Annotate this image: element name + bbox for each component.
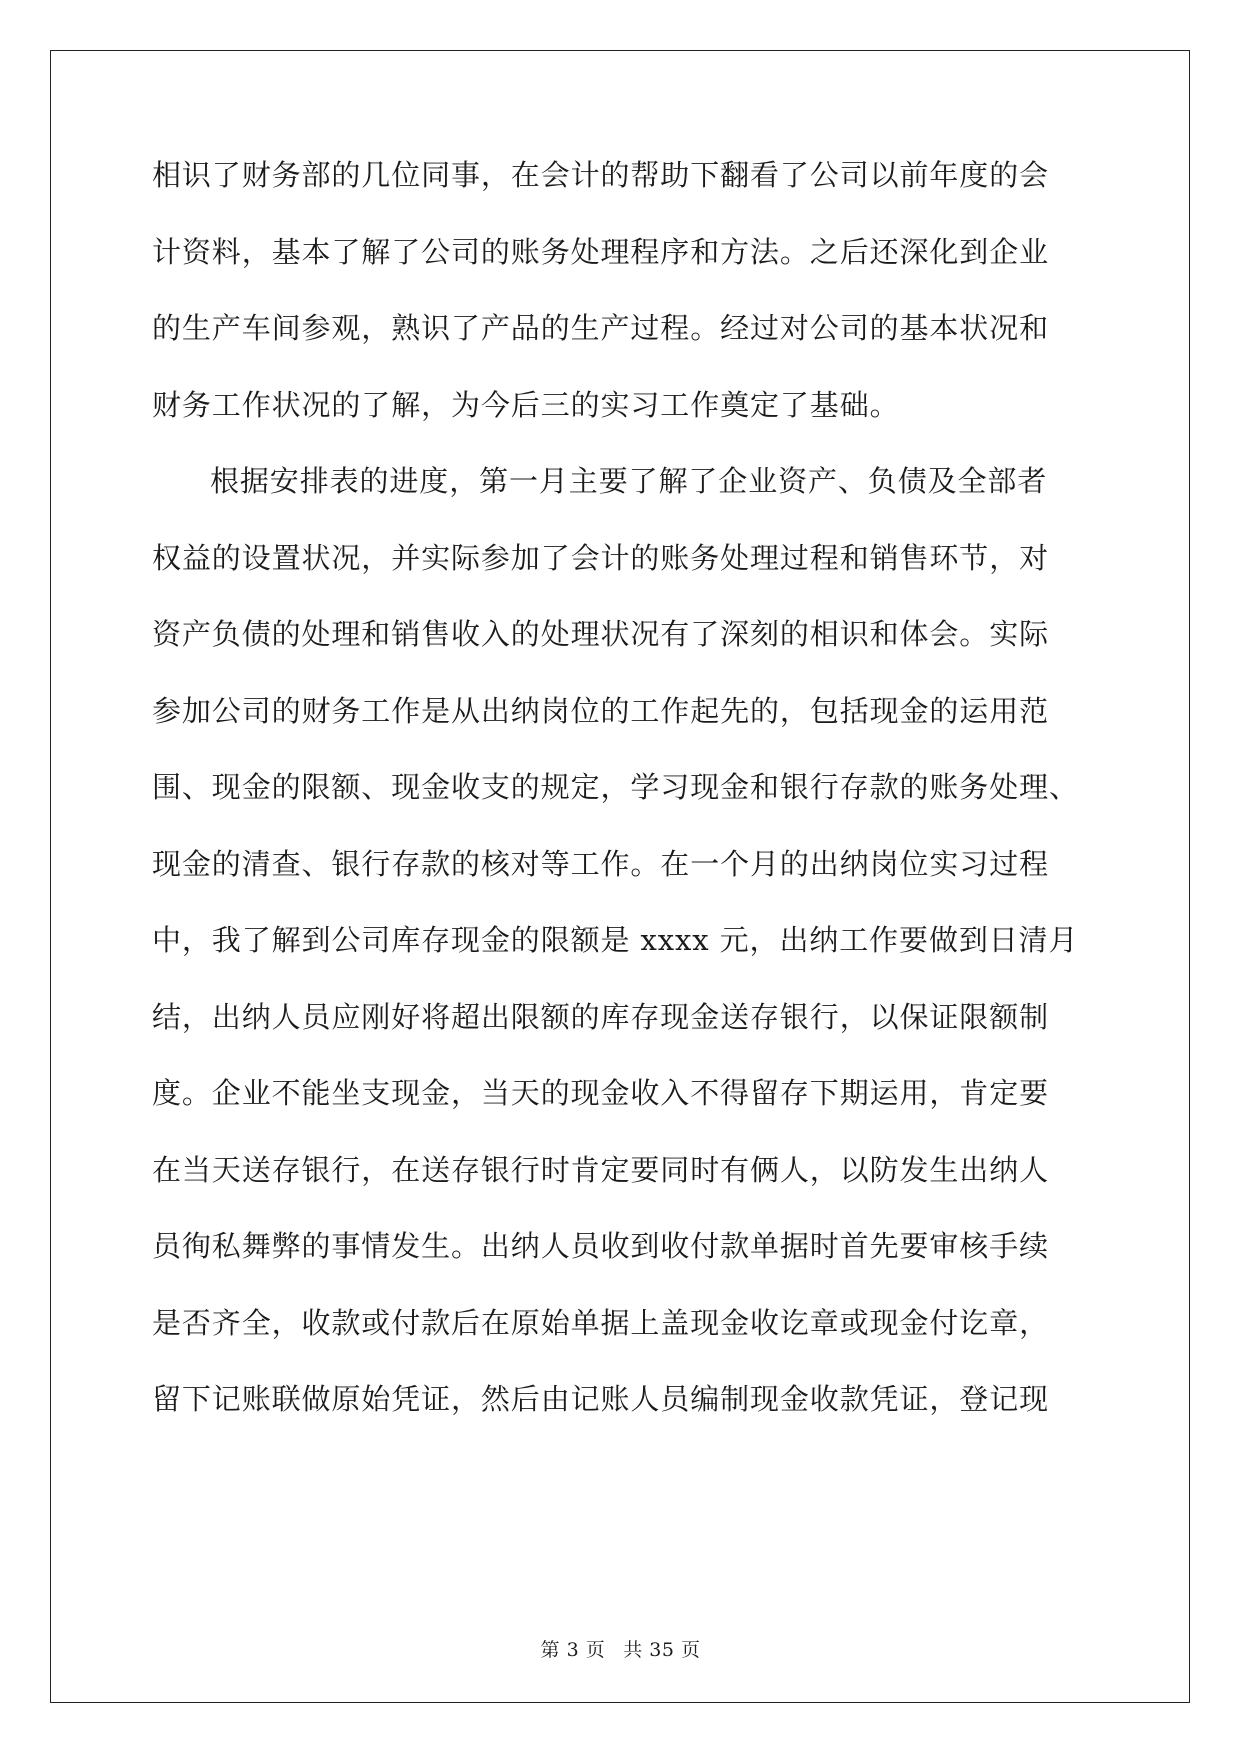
document-body — [152, 155, 1092, 1456]
page-total: 共 35 页 — [623, 1639, 701, 1661]
text-line: 员徇私舞弊的事情发生。出纳人员收到收付款单据时首先要审核手续 — [152, 1229, 1050, 1263]
text-line: 围、现金的限额、现金收支的规定，学习现金和银行存款的账务处理、 — [152, 770, 1079, 804]
text-line: 的生产车间参观，熟识了产品的生产过程。经过对公司的基本状况和 — [152, 311, 1050, 345]
page-number: 第 3 页 — [540, 1639, 606, 1661]
text-line: 财务工作状况的了解，为今后三的实习工作奠定了基础。 — [152, 387, 900, 422]
text-line: 留下记账联做原始凭证，然后由记账人员编制现金收款凭证，登记现 — [152, 1382, 1050, 1416]
text-line: 中，我了解到公司库存现金的限额是 xxxx 元，出纳工作要做到日清月 — [152, 923, 1079, 957]
text-line: 资产负债的处理和销售收入的处理状况有了深刻的相识和体会。实际 — [152, 617, 1050, 651]
text-line: 权益的设置状况，并实际参加了会计的账务处理过程和销售环节，对 — [152, 540, 1050, 575]
text-line: 结，出纳人员应刚好将超出限额的库存现金送存银行，以保证限额制 — [152, 999, 1050, 1034]
paragraph-first-line: 根据安排表的进度，第一月主要了解了企业资产、负债及全部者 — [210, 464, 1048, 498]
page-footer — [0, 1638, 1241, 1662]
text-line: 参加公司的财务工作是从出纳岗位的工作起先的，包括现金的运用范 — [152, 693, 1050, 728]
text-line: 相识了财务部的几位同事，在会计的帮助下翻看了公司以前年度的会 — [152, 158, 1050, 192]
text-line: 度。企业不能坐支现金，当天的现金收入不得留存下期运用，肯定要 — [152, 1076, 1050, 1110]
text-line: 是否齐全，收款或付款后在原始单据上盖现金收讫章或现金付讫章， — [152, 1305, 1050, 1340]
text-line: 计资料，基本了解了公司的账务处理程序和方法。之后还深化到企业 — [152, 234, 1050, 269]
text-line: 在当天送存银行，在送存银行时肯定要同时有俩人，以防发生出纳人 — [152, 1152, 1050, 1187]
text-line: 现金的清查、银行存款的核对等工作。在一个月的出纳岗位实习过程 — [152, 846, 1050, 881]
